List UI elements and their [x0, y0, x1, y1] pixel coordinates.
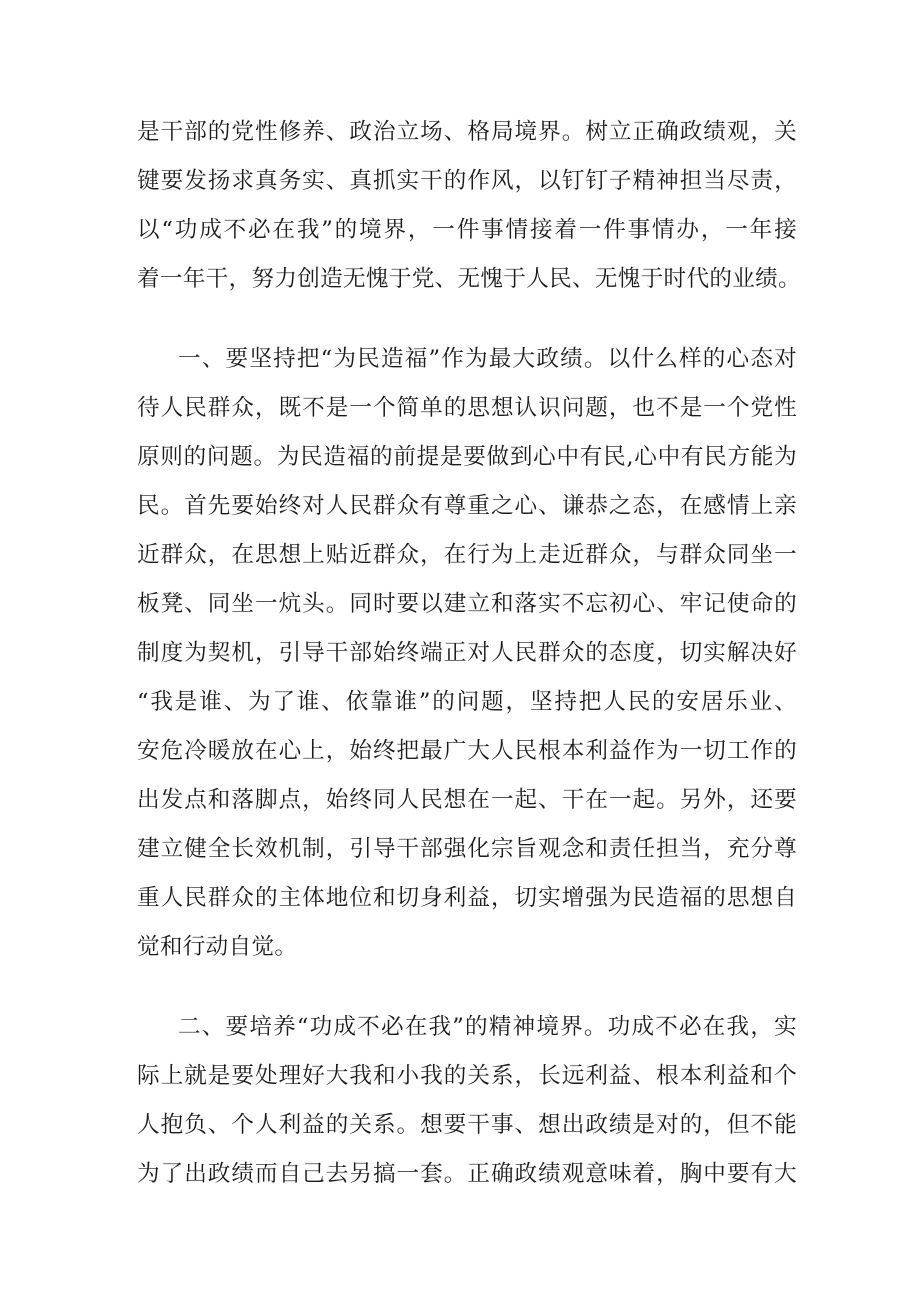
text-line: 建立健全长效机制，引导干部强化宗旨观念和责任担当，充分尊	[137, 836, 797, 862]
text-line: 是干部的党性修养、政治立场、格局境界。树立正确政绩观，关	[137, 119, 797, 145]
text-line: 重人民群众的主体地位和切身利益，切实增强为民造福的思想自	[137, 885, 797, 911]
paragraph-heading-line: 一、要坚持把“为民造福”作为最大政绩。以什么样的心态对	[178, 346, 797, 372]
text-line: 以“功成不必在我”的境界，一件事情接着一件事情办，一年接	[137, 217, 797, 243]
text-line: 键要发扬求真务实、真抓实干的作风，以钉钉子精神担当尽责，	[137, 168, 797, 194]
paragraph-heading-line: 二、要培养“功成不必在我”的精神境界。功成不必在我，实	[178, 1014, 797, 1040]
text-line: 安危冷暖放在心上，始终把最广大人民根本利益作为一切工作的	[137, 738, 797, 764]
text-line: 为了出政绩而自己去另搞一套。正确政绩观意味着，胸中要有大	[137, 1161, 797, 1187]
text-line: 近群众，在思想上贴近群众，在行为上走近群众，与群众同坐一	[137, 542, 797, 568]
text-line: 制度为契机，引导干部始终端正对人民群众的态度，切实解决好	[137, 640, 797, 666]
text-line: 际上就是要处理好大我和小我的关系，长远利益、根本利益和个	[137, 1063, 797, 1089]
text-line: 板凳、同坐一炕头。同时要以建立和落实不忘初心、牢记使命的	[137, 591, 797, 617]
text-line: 出发点和落脚点，始终同人民想在一起、干在一起。另外，还要	[137, 787, 797, 813]
text-line: “我是谁、为了谁、依靠谁”的问题，坚持把人民的安居乐业、	[137, 689, 797, 715]
text-line: 人抱负、个人利益的关系。想要干事、想出政绩是对的，但不能	[137, 1112, 797, 1138]
text-line: 觉和行动自觉。	[137, 934, 298, 960]
text-line: 待人民群众，既不是一个简单的思想认识问题，也不是一个党性	[137, 395, 797, 421]
text-line: 原则的问题。为民造福的前提是要做到心中有民,心中有民方能为	[137, 444, 797, 470]
text-line: 着一年干，努力创造无愧于党、无愧于人民、无愧于时代的业绩。	[137, 266, 801, 292]
text-line: 民。首先要始终对人民群众有尊重之心、谦恭之态，在感情上亲	[137, 493, 797, 519]
